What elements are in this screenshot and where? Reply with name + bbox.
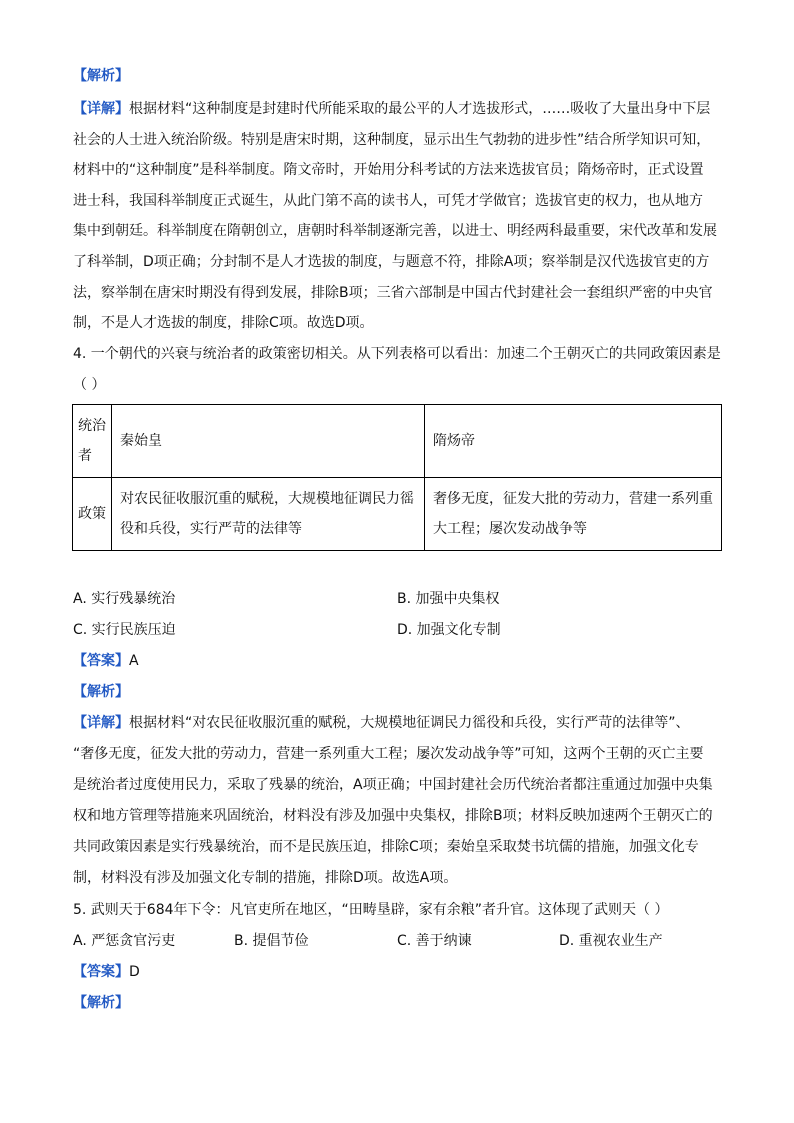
answer-label: 【答案】 — [73, 964, 129, 980]
q3-detail-line: 【详解】根据材料“这种制度是封建时代所能采取的最公平的人才选拔形式，……吸收了大量出身中下层 — [73, 101, 711, 117]
q4-policy-table — [72, 404, 722, 551]
analysis-label: 【解析】 — [73, 684, 129, 700]
q5-answer — [73, 962, 140, 982]
q3-detail-line: 进士科，我国科举制度正式诞生，从此门第不高的读书人，可凭才学做官；选拔官吏的权力，也从地方 — [73, 193, 703, 209]
table-row — [73, 478, 722, 551]
header-sui-cell: 隋炀帝 — [425, 405, 722, 478]
q3-detail-line: 社会的人士进入统治阶级。特别是唐宋时期，这种制度，显示出生气勃勃的进步性”结合所学知识可知， — [73, 132, 711, 148]
q3-detail-line: 集中到朝廷。科举制度在隋朝创立，唐朝时科举制逐渐完善，以进士、明经两科最重要，宋代改革和发展 — [73, 223, 717, 239]
q4-option-d: D. 加强文化专制 — [397, 622, 501, 638]
q4-option-c: C. 实行民族压迫 — [73, 622, 176, 638]
q4-detail-line: 制，材料没有涉及加强文化专制的措施，排除D项。故选A项。 — [73, 870, 458, 886]
q4-stem: 4. 一个朝代的兴衰与统治者的政策密切相关。从下列表格可以看出：加速二个王朝灭亡的共同政策因素是 — [73, 346, 721, 362]
sui-policy-cell: 奢侈无度，征发大批的劳动力，营建一系列重大工程；屡次发动战争等 — [425, 478, 722, 551]
analysis-label: 【解析】 — [73, 68, 129, 84]
q5-option-b: B. 提倡节俭 — [234, 933, 309, 949]
q4-detail-line: “奢侈无度，征发大批的劳动力，营建一系列重大工程；屡次发动战争等”可知，这两个王朝的灭亡主要 — [73, 746, 704, 762]
table-row — [73, 405, 722, 478]
detail-label: 【详解】 — [73, 101, 129, 117]
analysis-label: 【解析】 — [73, 995, 129, 1011]
q5-option-d: D. 重视农业生产 — [559, 933, 663, 949]
q4-option-b: B. 加强中央集权 — [397, 591, 500, 607]
answer-value: D — [129, 964, 140, 980]
answer-label: 【答案】 — [73, 653, 129, 669]
detail-label: 【详解】 — [73, 715, 129, 731]
q4-detail-line: 是统治者过度使用民力，采取了残暴的统治，A项正确；中国封建社会历代统治者都注重通过加强中央集 — [73, 777, 713, 793]
q3-detail-line: 制，不是人才选拔的制度，排除C项。故选D项。 — [73, 315, 374, 331]
q5-stem: 5. 武则天于684年下令：凡官吏所在地区，“田畴垦辟，家有余粮”者升官。这体现了武则天（ ） — [73, 902, 669, 918]
header-ruler-cell: 统治者 — [73, 405, 112, 478]
header-qin-cell: 秦始皇 — [112, 405, 425, 478]
q5-option-c: C. 善于纳谏 — [397, 933, 472, 949]
q4-detail-line: 【详解】根据材料“对农民征收服沉重的赋税，大规模地征调民力徭役和兵役，实行严苛的法律等”、 — [73, 715, 690, 731]
answer-value: A — [129, 653, 139, 669]
q4-answer — [73, 651, 139, 671]
q5-option-a: A. 严惩贪官污吏 — [73, 933, 176, 949]
q4-detail-line: 共同政策因素是实行残暴统治，而不是民族压迫，排除C项；秦始皇采取焚书坑儒的措施，加强文化专 — [73, 839, 699, 855]
policy-label-cell: 政策 — [73, 478, 112, 551]
q4-detail-line: 权和地方管理等措施来巩固统治，材料没有涉及加强中央集权，排除B项；材料反映加速两个王朝灭亡的 — [73, 808, 713, 824]
q4-option-a: A. 实行残暴统治 — [73, 591, 176, 607]
q3-detail-line: 法，察举制在唐宋时期没有得到发展，排除B项；三省六部制是中国古代封建社会一套组织严密的中央官 — [73, 285, 713, 301]
q3-detail-line: 材料中的“这种制度”是科举制度。隋文帝时，开始用分科考试的方法来选拔官员；隋炀帝时，正式设置 — [73, 162, 704, 178]
qin-policy-cell: 对农民征收服沉重的赋税，大规模地征调民力徭役和兵役，实行严苛的法律等 — [112, 478, 425, 551]
q3-detail-line: 了科举制，D项正确；分封制不是人才选拔的制度，与题意不符，排除A项；察举制是汉代选拔官吏的方 — [73, 254, 710, 270]
q4-stem-blank: （ ） — [73, 377, 106, 393]
